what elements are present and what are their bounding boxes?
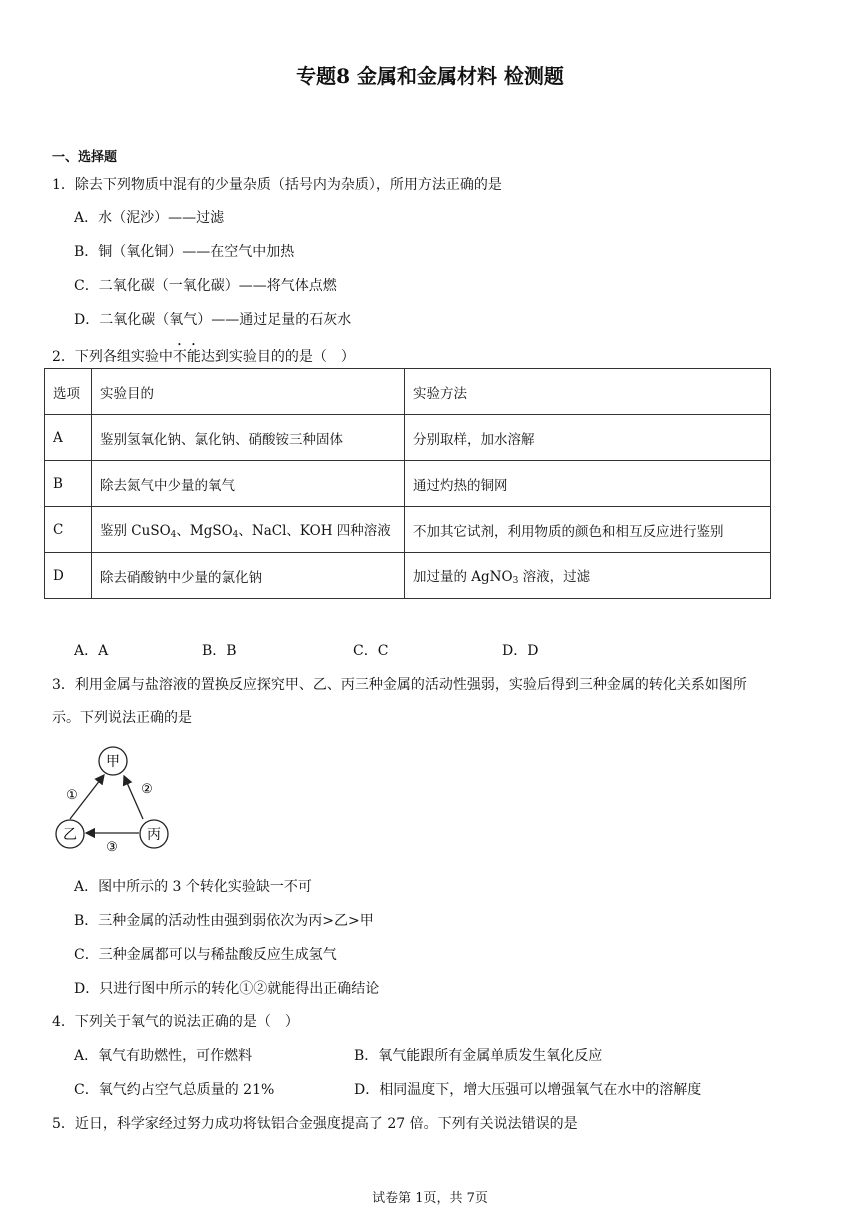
question-2-option-b: B．B	[202, 643, 237, 659]
question-4-option-c: C．氧气约占空气总质量的 21%	[74, 1082, 275, 1098]
table-cell-option: C	[45, 507, 92, 553]
question-3-option-b: B．三种金属的活动性由强到弱依次为丙>乙>甲	[74, 913, 374, 929]
node-label-left: 乙	[63, 827, 77, 843]
question-4-option-a: A．氧气有助燃性，可作燃料	[74, 1048, 253, 1064]
table-row	[45, 461, 771, 507]
arrow-2	[124, 776, 143, 819]
question-2-stem	[52, 341, 355, 366]
table-header-purpose: 实验目的	[92, 369, 405, 415]
arrow-label-2: ②	[141, 782, 153, 797]
page-footer: 试卷第 1页，共 7页	[372, 1191, 488, 1206]
formula-text: 、NaCl、KOH 四种溶液	[238, 523, 391, 539]
table-row	[45, 553, 771, 599]
formula-text: 加过量的 AgNO	[413, 569, 513, 585]
section-heading: 一、选择题	[52, 150, 118, 165]
question-1-stem: 1．除去下列物质中混有的少量杂质（括号内为杂质），所用方法正确的是	[52, 177, 502, 193]
table-cell-purpose: 除去氮气中少量的氧气	[92, 461, 405, 507]
question-2-stem-after: 达到实验目的的是（ ）	[200, 349, 355, 365]
question-3-stem-line-1: 3．利用金属与盐溶液的置换反应探究甲、乙、丙三种金属的活动性强弱，实验后得到三种金属的转化关系如图所	[52, 677, 747, 693]
formula-text: 溶液，过滤	[518, 569, 591, 585]
question-2-stem-before: 2．下列各组实验中	[52, 349, 173, 365]
question-4-option-b: B．氧气能跟所有金属单质发生氧化反应	[354, 1048, 603, 1064]
table-row	[45, 415, 771, 461]
table-cell-option: A	[45, 415, 92, 461]
table-header-method: 实验方法	[405, 369, 771, 415]
question-5-stem: 5．近日，科学家经过努力成功将钛铝合金强度提高了 27 倍。下列有关说法错误的是	[52, 1116, 578, 1132]
formula-subscript: 3	[512, 576, 519, 586]
question-1-option-a: A．水（泥沙）——过滤	[74, 210, 225, 226]
table-cell-purpose	[92, 507, 405, 553]
table-cell-method: 通过灼热的铜网	[405, 461, 771, 507]
question-2-stem-emphasis: 不能	[172, 349, 201, 365]
formula-subscript: 4	[232, 530, 239, 540]
table-header-option: 选项	[45, 369, 92, 415]
question-3-option-c: C．三种金属都可以与稀盐酸反应生成氢气	[74, 947, 337, 963]
table-cell-method: 不加其它试剂，利用物质的颜色和相互反应进行鉴别	[405, 507, 771, 553]
formula-text: 鉴别 CuSO	[100, 523, 171, 539]
table-header-row	[45, 369, 771, 415]
question-2-option-c: C．C	[353, 643, 389, 659]
question-2-option-d: D．D	[502, 643, 539, 659]
formula-text: 、MgSO	[176, 523, 233, 539]
table-cell-method	[405, 553, 771, 599]
table-row	[45, 507, 771, 553]
question-4-option-d: D．相同温度下，增大压强可以增强氧气在水中的溶解度	[354, 1082, 702, 1098]
question-1-option-c: C．二氧化碳（一氧化碳）——将气体点燃	[74, 278, 337, 294]
table-cell-option: B	[45, 461, 92, 507]
node-label-top: 甲	[106, 754, 120, 770]
node-label-right: 丙	[147, 827, 161, 843]
experiment-table	[44, 368, 771, 599]
table-cell-option: D	[45, 553, 92, 599]
arrow-label-1: ①	[66, 788, 78, 803]
page-title: 专题8 金属和金属材料 检测题	[296, 64, 564, 88]
question-3-option-a: A．图中所示的 3 个转化实验缺一不可	[74, 879, 312, 895]
table-cell-purpose: 除去硝酸钠中少量的氯化钠	[92, 553, 405, 599]
question-4-stem: 4．下列关于氧气的说法正确的是（ ）	[52, 1014, 299, 1030]
metal-conversion-diagram	[50, 744, 180, 856]
formula-subscript: 4	[170, 530, 177, 540]
question-3-option-d: D．只进行图中所示的转化①②就能得出正确结论	[74, 981, 380, 997]
question-1-option-b: B．铜（氧化铜）——在空气中加热	[74, 244, 295, 260]
question-2-option-a: A．A	[74, 643, 109, 659]
table-cell-method: 分别取样，加水溶解	[405, 415, 771, 461]
arrow-label-3: ③	[106, 840, 118, 855]
question-1-option-d: D．二氧化碳（氧气）——通过足量的石灰水	[74, 312, 352, 328]
question-3-stem-line-2: 示。下列说法正确的是	[52, 710, 192, 726]
table-cell-purpose: 鉴别氢氧化钠、氯化钠、硝酸铵三种固体	[92, 415, 405, 461]
